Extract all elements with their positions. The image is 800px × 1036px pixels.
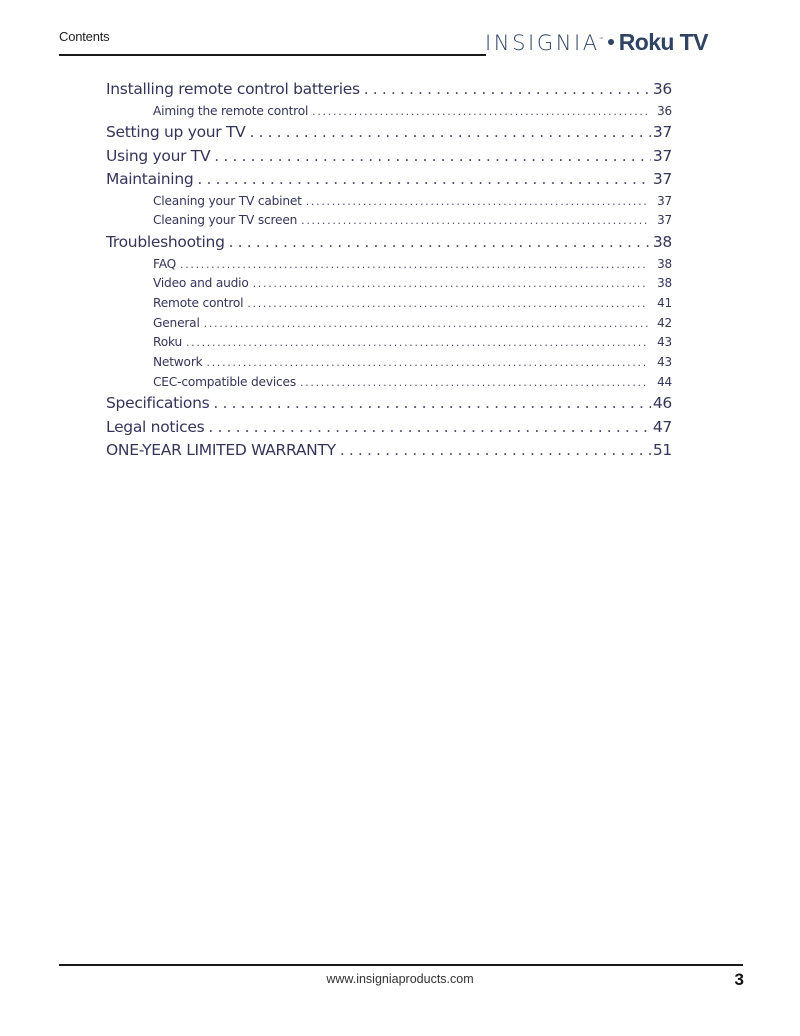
toc-entry-page[interactable]: 47: [652, 417, 672, 436]
toc-subentry[interactable]: [106, 274, 672, 294]
footer-divider: [59, 964, 743, 966]
toc-entry[interactable]: [106, 78, 672, 102]
toc-entry-title[interactable]: Legal notices: [106, 417, 205, 436]
toc-entry-title[interactable]: Installing remote control batteries: [106, 80, 360, 98]
dot-leader: [340, 439, 651, 463]
toc-entry-page[interactable]: 43: [657, 355, 672, 369]
toc-entry-page[interactable]: 42: [657, 315, 672, 330]
toc-entry-title[interactable]: ONE-YEAR LIMITED WARRANTY: [106, 441, 336, 460]
dot-leader: [306, 192, 648, 212]
toc-entry-page[interactable]: 38: [657, 256, 672, 271]
toc-subentry[interactable]: [106, 353, 672, 373]
toc-entry-page[interactable]: 44: [657, 374, 672, 389]
toc-subentry[interactable]: [106, 211, 672, 231]
toc-entry-page[interactable]: 37: [657, 213, 672, 228]
dot-leader: [213, 392, 650, 416]
table-of-contents: [106, 78, 672, 463]
toc-subentry[interactable]: [106, 333, 672, 353]
toc-entry-title[interactable]: Video and audio: [153, 276, 249, 291]
toc-entry-title[interactable]: Remote control: [153, 295, 244, 310]
dot-leader: [247, 294, 648, 314]
toc-entry-page[interactable]: 37: [657, 193, 672, 208]
toc-entry-page[interactable]: 38: [652, 233, 672, 252]
toc-entry[interactable]: [106, 392, 672, 416]
toc-entry-page[interactable]: 41: [657, 295, 672, 310]
dot-leader: [207, 353, 649, 373]
toc-entry-title[interactable]: Specifications: [106, 394, 210, 413]
toc-entry[interactable]: [106, 439, 672, 463]
toc-entry-title[interactable]: Cleaning your TV screen: [153, 213, 298, 228]
toc-entry-page[interactable]: 36: [657, 103, 672, 118]
toc-entry-page[interactable]: 38: [657, 276, 672, 291]
toc-subentry[interactable]: [106, 255, 672, 275]
dot-leader: [249, 121, 650, 145]
section-label: Contents: [59, 29, 110, 44]
toc-entry-title[interactable]: FAQ: [153, 256, 177, 271]
toc-entry-title[interactable]: Using your TV: [106, 146, 211, 165]
dot-leader: [229, 231, 651, 255]
dot-leader: [364, 78, 651, 102]
toc-subentry[interactable]: [106, 294, 672, 314]
toc-entry-page[interactable]: 36: [652, 80, 672, 98]
toc-entry-title[interactable]: Roku: [153, 335, 182, 350]
dot-leader: [300, 373, 648, 393]
toc-subentry[interactable]: [106, 373, 672, 393]
dot-leader: [186, 333, 648, 353]
insignia-wordmark: INSIGNIA: [485, 31, 600, 55]
dot-leader: [180, 255, 648, 275]
toc-entry[interactable]: [106, 168, 672, 192]
toc-entry[interactable]: [106, 416, 672, 440]
toc-entry-page[interactable]: 43: [657, 335, 672, 350]
website-link[interactable]: www.insigniaproducts.com: [326, 972, 474, 986]
toc-entry-title[interactable]: Network: [153, 355, 203, 369]
toc-entry[interactable]: [106, 145, 672, 169]
toc-entry-title[interactable]: Setting up your TV: [106, 123, 246, 142]
header-divider: [59, 54, 486, 56]
roku-tv-wordmark: Roku TV: [618, 29, 708, 55]
toc-entry-title[interactable]: General: [153, 315, 200, 330]
toc-entry-title[interactable]: Cleaning your TV cabinet: [153, 193, 302, 208]
toc-entry[interactable]: [106, 121, 672, 145]
bullet-dot-icon: [608, 39, 614, 45]
toc-entry-page[interactable]: 37: [652, 146, 672, 165]
toc-entry-page[interactable]: 46: [652, 394, 672, 413]
toc-entry-title[interactable]: CEC-compatible devices: [153, 374, 296, 389]
dot-leader: [197, 168, 650, 192]
dot-leader: [204, 314, 648, 334]
toc-subentry[interactable]: [106, 192, 672, 212]
dot-leader: [253, 274, 648, 294]
dot-leader: [312, 102, 648, 122]
trademark-symbol: ™: [598, 37, 604, 43]
brand-logo: [485, 29, 708, 57]
toc-entry-page[interactable]: 51: [652, 441, 672, 460]
toc-entry[interactable]: [106, 231, 672, 255]
dot-leader: [214, 145, 651, 169]
toc-entry-page[interactable]: 37: [652, 123, 672, 142]
toc-entry-page[interactable]: 37: [652, 170, 672, 189]
dot-leader: [208, 416, 650, 440]
toc-subentry[interactable]: [106, 102, 672, 122]
toc-subentry[interactable]: [106, 314, 672, 334]
toc-entry-title[interactable]: Maintaining: [106, 170, 194, 189]
toc-entry-title[interactable]: Aiming the remote control: [153, 103, 309, 118]
page-header: [0, 0, 800, 60]
toc-entry-title[interactable]: Troubleshooting: [106, 233, 225, 252]
page-number: 3: [734, 970, 744, 989]
dot-leader: [301, 211, 648, 231]
